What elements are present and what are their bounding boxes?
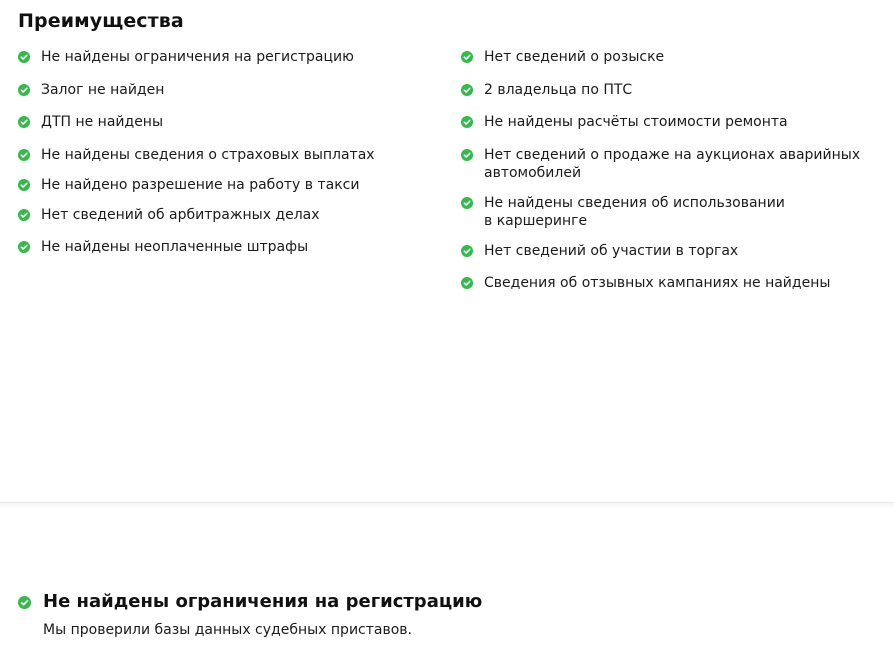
advantage-label: Не найдены неоплаченные штрафы [41, 239, 309, 255]
advantage-label: Сведения об отзывных кампаниях не найдены [484, 275, 831, 291]
advantage-label: Не найдено разрешение на работу в такси [41, 176, 360, 193]
advantages-title: Преимущества [18, 10, 184, 32]
check-circle-icon [18, 596, 31, 609]
advantage-label: ДТП не найдены [41, 114, 164, 130]
check-circle-icon [461, 51, 473, 63]
advantage-label: Не найдены расчёты стоимости ремонта [484, 114, 788, 130]
advantage-item [461, 48, 891, 66]
check-circle-icon [18, 149, 30, 161]
advantage-label: Не найдены сведения о страховых выплатах [41, 146, 375, 163]
advantage-label: Не найдены сведения об использовании в каршеринге [484, 194, 785, 229]
advantages-left-column [18, 48, 448, 271]
advantage-item [18, 146, 448, 164]
advantage-item [461, 81, 891, 99]
detail-title: Не найдены ограничения на регистрацию [43, 591, 483, 612]
check-circle-icon [461, 277, 473, 289]
advantage-item [461, 274, 891, 292]
section-divider-shadow [0, 503, 894, 509]
advantage-item [18, 238, 448, 256]
check-circle-icon [18, 51, 30, 63]
detail-text: Мы проверили базы данных судебных приставов. [43, 622, 412, 638]
check-circle-icon [18, 209, 30, 221]
advantage-item [18, 48, 448, 66]
check-circle-icon [461, 116, 473, 128]
advantage-label: Залог не найден [41, 81, 165, 98]
advantage-item [18, 113, 448, 131]
advantage-item [18, 81, 448, 99]
advantage-label: Не найдены ограничения на регистрацию [41, 49, 354, 65]
check-circle-icon [18, 241, 30, 253]
advantage-item [461, 113, 891, 131]
detail-title-row [18, 590, 878, 614]
advantage-item [461, 194, 891, 230]
check-circle-icon [18, 84, 30, 96]
advantage-item [18, 176, 448, 194]
advantage-label: Нет сведений об участии в торгах [484, 242, 739, 259]
advantage-label: Нет сведений о розыске [484, 49, 665, 65]
check-circle-icon [18, 179, 30, 191]
advantage-label: Нет сведений об арбитражных делах [41, 206, 320, 223]
advantage-item [461, 146, 891, 182]
detail-block [18, 590, 878, 639]
check-circle-icon [18, 116, 30, 128]
advantage-label: 2 владельца по ПТС [484, 81, 633, 98]
check-circle-icon [461, 197, 473, 209]
check-circle-icon [461, 149, 473, 161]
advantage-label: Нет сведений о продаже на аукционах аварийных автомобилей [484, 146, 861, 181]
check-circle-icon [461, 84, 473, 96]
advantage-item [461, 242, 891, 260]
check-circle-icon [461, 245, 473, 257]
advantage-item [18, 206, 448, 224]
advantages-right-column [461, 48, 891, 307]
